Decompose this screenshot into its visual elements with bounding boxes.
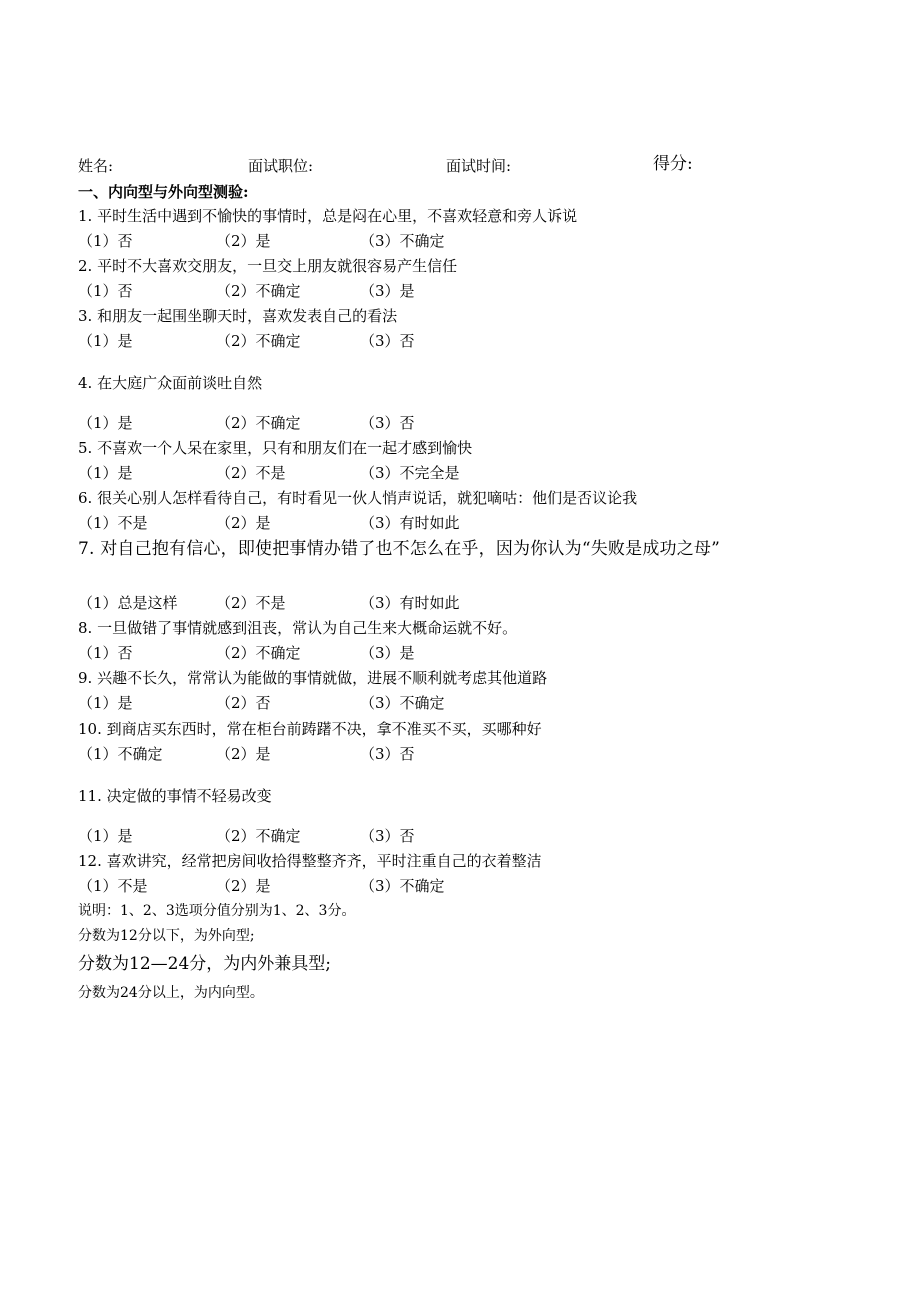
options-8	[78, 643, 860, 663]
option: （1）不确定	[78, 745, 163, 763]
question-6: 6. 很关心别人怎样看待自己，有时看见一伙人悄声说话，就犯嘀咕：他们是否议论我	[78, 489, 638, 507]
question-7: 7. 对自己抱有信心，即使把事情办错了也不怎么在乎，因为你认为“失败是成功之母”	[78, 539, 721, 559]
option: （1）是	[78, 332, 133, 350]
options-4	[78, 413, 860, 433]
question-12: 12. 喜欢讲究，经常把房间收拾得整整齐齐，平时注重自己的衣着整洁	[78, 852, 542, 870]
option: （3）否	[360, 332, 415, 350]
option: （2）是	[216, 514, 271, 532]
option: （3）不确定	[360, 877, 445, 895]
option: （1）是	[78, 414, 133, 432]
section-title: 一、内向型与外向型测验:	[78, 183, 249, 201]
option: （3）不完全是	[360, 464, 460, 482]
question-5: 5. 不喜欢一个人呆在家里，只有和朋友们在一起才感到愉快	[78, 439, 473, 457]
option: （2）是	[216, 877, 271, 895]
options-12	[78, 876, 860, 896]
option: （3）有时如此	[360, 594, 460, 612]
option: （1）否	[78, 644, 133, 662]
option: （1）不是	[78, 514, 148, 532]
option: （2）是	[216, 745, 271, 763]
position-label: 面试职位:	[248, 157, 314, 175]
question-2: 2. 平时不大喜欢交朋友，一旦交上朋友就很容易产生信任	[78, 257, 458, 275]
option: （1）否	[78, 232, 133, 250]
option: （2）不确定	[216, 644, 301, 662]
option: （2）不确定	[216, 332, 301, 350]
option: （3）不确定	[360, 694, 445, 712]
option: （2）否	[216, 694, 271, 712]
option: （1）是	[78, 827, 133, 845]
header-row	[78, 156, 860, 176]
question-4: 4. 在大庭广众面前谈吐自然	[78, 374, 263, 392]
option: （3）是	[360, 282, 415, 300]
option: （3）否	[360, 827, 415, 845]
option: （2）不确定	[216, 282, 301, 300]
option: （2）不是	[216, 594, 286, 612]
options-6	[78, 513, 860, 533]
option: （1）是	[78, 694, 133, 712]
question-9: 9. 兴趣不长久，常常认为能做的事情就做，进展不顺利就考虑其他道路	[78, 669, 548, 687]
options-10	[78, 744, 860, 764]
option: （1）否	[78, 282, 133, 300]
option: （3）否	[360, 745, 415, 763]
question-8: 8. 一旦做错了事情就感到沮丧，常认为自己生来大概命运就不好。	[78, 619, 518, 637]
score-label: 得分:	[653, 154, 693, 174]
options-9	[78, 693, 860, 713]
question-10: 10. 到商店买东西时，常在柜台前踌躇不决，拿不准买不买，买哪种好	[78, 720, 542, 738]
note-introvert: 分数为24分以上，为内向型。	[78, 985, 264, 1001]
option: （2）不确定	[216, 414, 301, 432]
options-7	[78, 593, 860, 613]
options-2	[78, 281, 860, 301]
options-11	[78, 826, 860, 846]
option: （3）否	[360, 414, 415, 432]
option: （2）是	[216, 232, 271, 250]
note-extrovert: 分数为12分以下，为外向型;	[78, 928, 255, 944]
note-ambivert: 分数为12—24分，为内外兼具型;	[78, 954, 331, 974]
option: （1）是	[78, 464, 133, 482]
options-5	[78, 463, 860, 483]
option: （3）是	[360, 644, 415, 662]
option: （3）有时如此	[360, 514, 460, 532]
option: （1）不是	[78, 877, 148, 895]
option: （3）不确定	[360, 232, 445, 250]
option: （2）不是	[216, 464, 286, 482]
note-scoring: 说明：1、2、3选项分值分别为1、2、3分。	[78, 903, 356, 919]
question-3: 3. 和朋友一起围坐聊天时，喜欢发表自己的看法	[78, 307, 398, 325]
option: （2）不确定	[216, 827, 301, 845]
options-3	[78, 331, 860, 351]
question-11: 11. 决定做的事情不轻易改变	[78, 787, 272, 805]
name-label: 姓名:	[78, 157, 114, 175]
question-1: 1. 平时生活中遇到不愉快的事情时，总是闷在心里，不喜欢轻意和旁人诉说	[78, 207, 578, 225]
options-1	[78, 231, 860, 251]
time-label: 面试时间:	[446, 157, 512, 175]
option: （1）总是这样	[78, 594, 178, 612]
